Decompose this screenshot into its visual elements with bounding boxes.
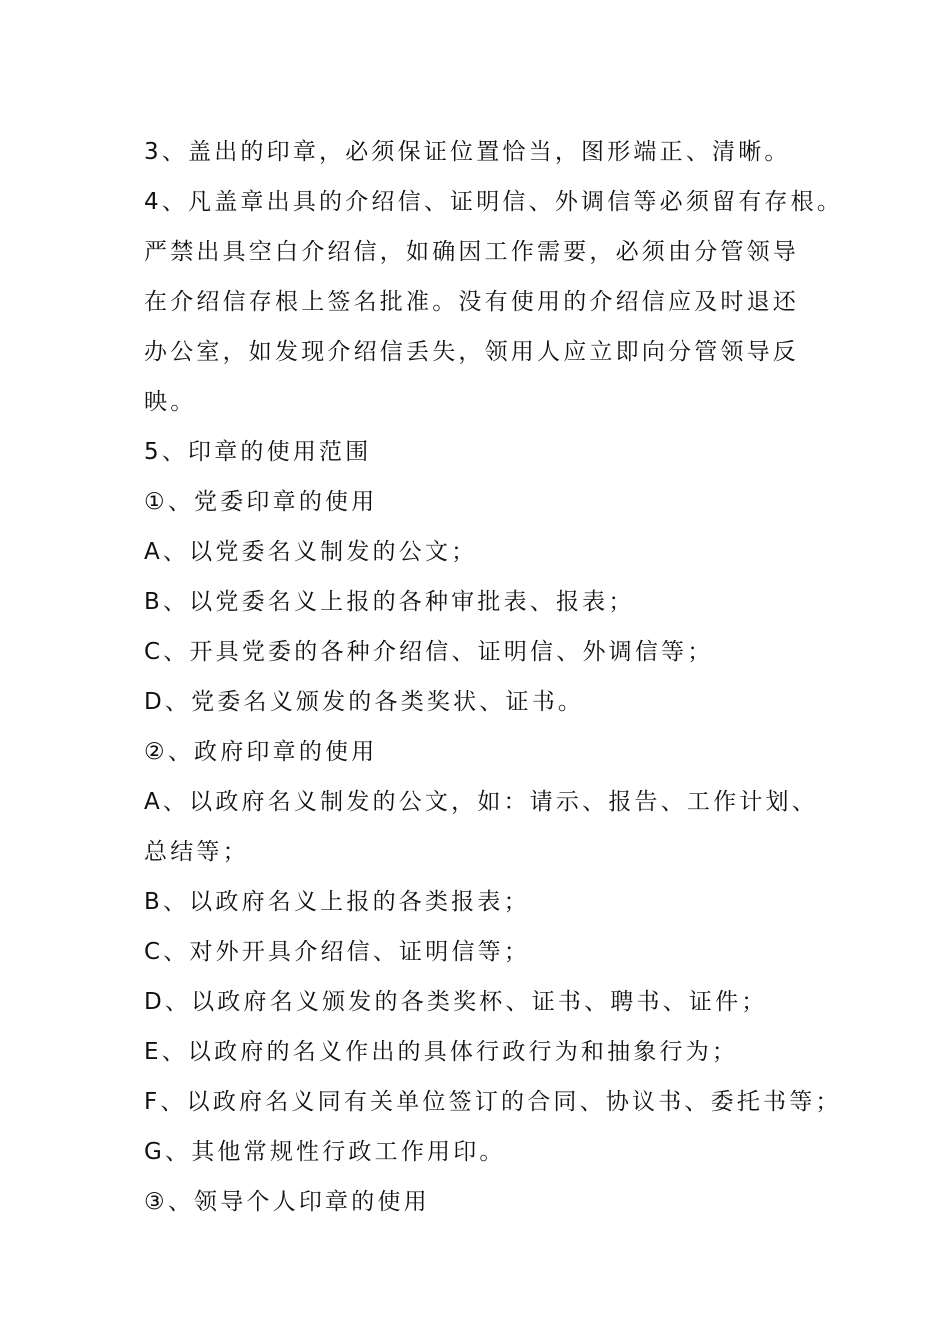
subsection-heading: ②、政府印章的使用 <box>144 739 378 765</box>
paragraph-line: 4、凡盖章出具的介绍信、证明信、外调信等必须留有存根。 <box>144 189 844 215</box>
paragraph-line: 在介绍信存根上签名批准。没有使用的介绍信应及时退还 <box>144 289 799 315</box>
list-item: C、对外开具介绍信、证明信等； <box>144 939 531 965</box>
paragraph-line: 3、盖出的印章，必须保证位置恰当，图形端正、清晰。 <box>144 139 791 165</box>
list-item: B、以党委名义上报的各种审批表、报表； <box>144 589 635 615</box>
list-item: G、其他常规性行政工作用印。 <box>144 1139 506 1165</box>
list-item: A、以党委名义制发的公文； <box>144 539 478 565</box>
list-item: C、开具党委的各种介绍信、证明信、外调信等； <box>144 639 714 665</box>
list-item-continuation: 总结等； <box>144 839 249 865</box>
list-item: B、以政府名义上报的各类报表； <box>144 889 530 915</box>
list-item: D、以政府名义颁发的各类奖杯、证书、聘书、证件； <box>144 989 768 1015</box>
list-item: A、以政府名义制发的公文，如：请示、报告、工作计划、 <box>144 789 818 815</box>
subsection-heading: ③、领导个人印章的使用 <box>144 1189 430 1215</box>
list-item: E、以政府的名义作出的具体行政行为和抽象行为； <box>144 1039 739 1065</box>
document-body <box>144 127 844 1227</box>
list-item: F、以政府名义同有关单位签订的合同、协议书、委托书等； <box>144 1089 842 1115</box>
paragraph-line: 办公室，如发现介绍信丢失，领用人应立即向分管领导反 <box>144 339 799 365</box>
section-heading: 5、印章的使用范围 <box>144 439 372 465</box>
list-item: D、党委名义颁发的各类奖状、证书。 <box>144 689 585 715</box>
paragraph-line: 映。 <box>144 389 197 415</box>
paragraph-line: 严禁出具空白介绍信，如确因工作需要，必须由分管领导 <box>144 239 799 265</box>
subsection-heading: ①、党委印章的使用 <box>144 489 378 515</box>
